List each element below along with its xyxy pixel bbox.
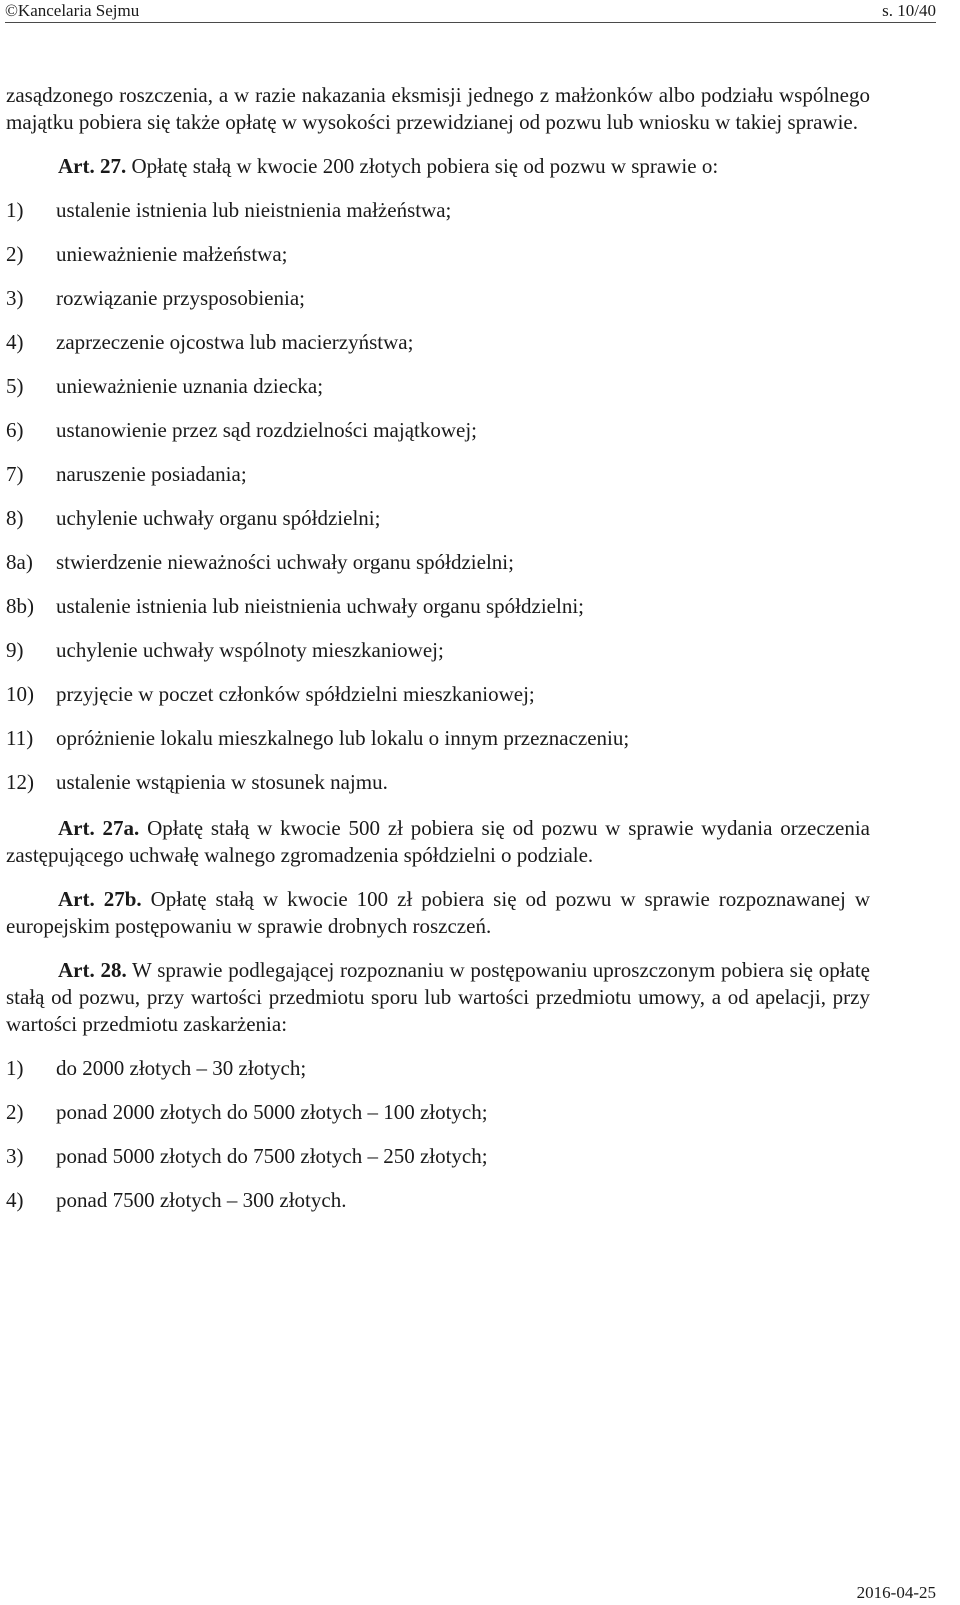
list-item-number: 2) <box>6 242 24 266</box>
list-item-text: ustalenie wstąpienia w stosunek najmu. <box>56 770 388 794</box>
art-27-list <box>6 197 870 813</box>
list-item-text: unieważnienie małżeństwa; <box>56 242 288 266</box>
list-item-text: opróżnienie lokalu mieszkalnego lub lokalu o innym przeznaczeniu; <box>56 726 630 750</box>
art-27a-text: Opłatę stałą w kwocie 500 zł pobiera się od pozwu w sprawie wydania orzeczenia zastępującego uchwałę walnego zgromadzenia spółdzielni o podziale. <box>6 816 870 867</box>
list-item <box>6 1099 870 1143</box>
list-item-number: 12) <box>6 770 34 794</box>
list-item-text: uchylenie uchwały organu spółdzielni; <box>56 506 381 530</box>
list-item-text: ponad 7500 złotych – 300 złotych. <box>56 1188 347 1212</box>
art-27-heading <box>6 153 870 197</box>
list-item <box>6 241 870 285</box>
list-item <box>6 681 870 725</box>
list-item-text: unieważnienie uznania dziecka; <box>56 374 324 398</box>
continuation-paragraph: zasądzonego roszczenia, a w razie nakazania eksmisji jednego z małżonków albo podziału wspólnego majątku pobiera się także opłatę w wysokości przewidzianej od pozwu lub wniosku w takiej sprawie. <box>6 83 870 134</box>
list-item <box>6 725 870 769</box>
list-item-number: 5) <box>6 374 24 398</box>
art-28-paragraph <box>6 957 870 1055</box>
art-27b-text: Opłatę stałą w kwocie 100 zł pobiera się od pozwu w sprawie rozpoznawanej w europejskim postępowaniu w sprawie drobnych roszczeń. <box>6 887 870 938</box>
art-27a-paragraph <box>6 815 870 886</box>
list-item-text: naruszenie posiadania; <box>56 462 247 486</box>
header-copyright: ©Kancelaria Sejmu <box>5 1 140 20</box>
list-item <box>6 637 870 681</box>
document-body <box>6 82 870 1231</box>
list-item-number: 1) <box>6 1056 24 1080</box>
art-27b-paragraph <box>6 886 870 957</box>
list-item-text: stwierdzenie nieważności uchwały organu spółdzielni; <box>56 550 514 574</box>
list-item <box>6 1187 870 1231</box>
list-item-text: ustalenie istnienia lub nieistnienia małżeństwa; <box>56 198 452 222</box>
list-item <box>6 373 870 417</box>
list-item-text: zaprzeczenie ojcostwa lub macierzyństwa; <box>56 330 414 354</box>
list-item-number: 3) <box>6 1144 24 1168</box>
list-item-number: 3) <box>6 286 24 310</box>
art-27b-label: Art. 27b. <box>58 887 142 911</box>
list-item <box>6 329 870 373</box>
list-item-number: 8) <box>6 506 24 530</box>
list-item <box>6 1055 870 1099</box>
list-item <box>6 505 870 549</box>
list-item-number: 8a) <box>6 550 33 574</box>
header-page-number: s. 10/40 <box>882 1 936 20</box>
list-item-number: 10) <box>6 682 34 706</box>
art-28-list <box>6 1055 870 1231</box>
list-item <box>6 1143 870 1187</box>
list-item-number: 11) <box>6 726 34 750</box>
list-item-text: ustalenie istnienia lub nieistnienia uchwały organu spółdzielni; <box>56 594 584 618</box>
header-divider <box>5 22 936 23</box>
list-item-text: przyjęcie w poczet członków spółdzielni mieszkaniowej; <box>56 682 535 706</box>
list-item-number: 4) <box>6 1188 24 1212</box>
art-27a-label: Art. 27a. <box>58 816 140 840</box>
list-item-text: ponad 5000 złotych do 7500 złotych – 250 złotych; <box>56 1144 488 1168</box>
list-item <box>6 593 870 637</box>
list-item <box>6 417 870 461</box>
list-item <box>6 461 870 505</box>
list-item-number: 9) <box>6 638 24 662</box>
list-item <box>6 769 870 813</box>
list-item-number: 7) <box>6 462 24 486</box>
list-item-number: 4) <box>6 330 24 354</box>
list-item-number: 1) <box>6 198 24 222</box>
page-footer-date: 2016-04-25 <box>856 1583 936 1602</box>
list-item-text: rozwiązanie przysposobienia; <box>56 286 305 310</box>
list-item-text: ponad 2000 złotych do 5000 złotych – 100 złotych; <box>56 1100 488 1124</box>
list-item <box>6 549 870 593</box>
list-item-number: 8b) <box>6 594 34 618</box>
list-item-text: uchylenie uchwały wspólnoty mieszkaniowej; <box>56 638 444 662</box>
list-item-number: 6) <box>6 418 24 442</box>
list-item <box>6 285 870 329</box>
list-item-text: do 2000 złotych – 30 złotych; <box>56 1056 307 1080</box>
art-28-label: Art. 28. <box>58 958 127 982</box>
art-27-text: Opłatę stałą w kwocie 200 złotych pobiera się od pozwu w sprawie o: <box>126 154 719 178</box>
art-27-label: Art. 27. <box>58 154 127 178</box>
list-item-text: ustanowienie przez sąd rozdzielności majątkowej; <box>56 418 478 442</box>
art-28-text: W sprawie podlegającej rozpoznaniu w postępowaniu uproszczonym pobiera się opłatę stałą od pozwu, przy wartości przedmiotu sporu lub wartości przedmiotu umowy, a od apelacji, przy wartości przedmiotu zaskarżenia: <box>6 958 870 1036</box>
page-header <box>5 0 936 24</box>
list-item-number: 2) <box>6 1100 24 1124</box>
list-item <box>6 197 870 241</box>
